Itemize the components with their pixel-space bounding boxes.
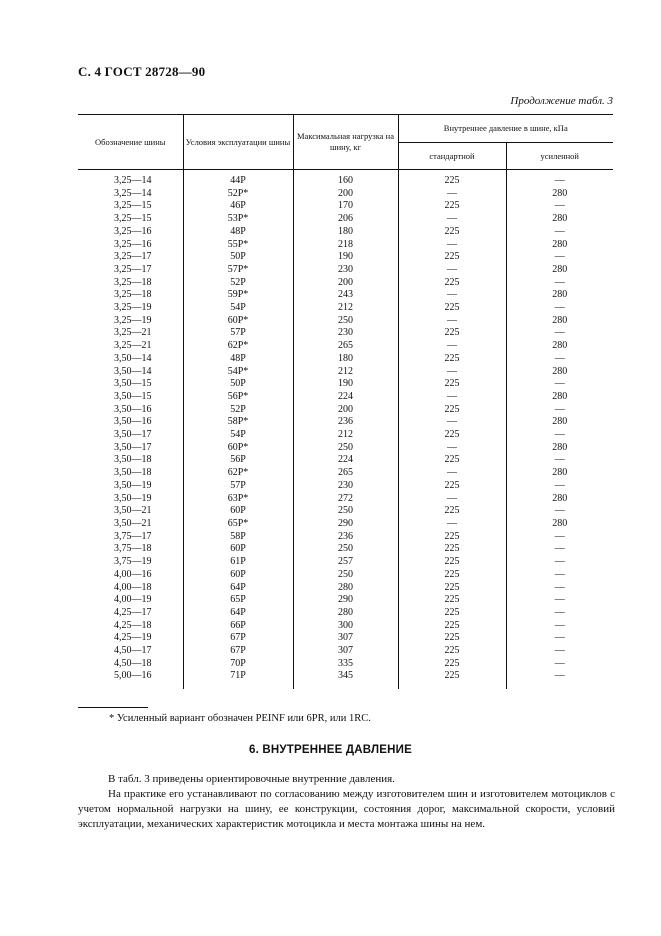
cell-load: 212 (293, 366, 398, 379)
cell-tire: 3,25—14 (114, 187, 152, 199)
cell-load: 250 (293, 543, 398, 556)
cell-load: 200 (293, 277, 398, 290)
cell-cond: 65P (183, 594, 293, 607)
cell-rein: — (506, 620, 613, 633)
table-row (78, 518, 613, 531)
cell-std: 225 (398, 454, 506, 467)
cell-std: 225 (398, 658, 506, 671)
cell-load: 307 (293, 645, 398, 658)
cell-cond: 57P* (183, 264, 293, 277)
cell-std: — (398, 340, 506, 353)
cell-cond: 64P (183, 607, 293, 620)
cell-load: 230 (293, 480, 398, 493)
cell-tire: 3,25—17 (114, 251, 152, 263)
cell-tire: 3,50—18 (114, 454, 152, 466)
cell-std: — (398, 239, 506, 252)
cell-std: 225 (398, 170, 506, 188)
cell-rein: — (506, 251, 613, 264)
cell-rein: — (506, 582, 613, 595)
table-row (78, 340, 613, 353)
cell-cond: 60P (183, 569, 293, 582)
cell-std: 225 (398, 543, 506, 556)
cell-tire: 4,00—19 (114, 594, 152, 606)
cell-cond: 58P* (183, 416, 293, 429)
cell-tire: 3,25—21 (114, 340, 152, 352)
cell-rein: — (506, 531, 613, 544)
paragraph-intro: В табл. 3 приведены ориентировочные внутренние давления. (108, 773, 395, 785)
cell-std: — (398, 289, 506, 302)
cell-std: 225 (398, 302, 506, 315)
table-row (78, 366, 613, 379)
cell-load: 265 (293, 467, 398, 480)
cell-std: 225 (398, 429, 506, 442)
cell-cond: 56P (183, 454, 293, 467)
cell-load: 265 (293, 340, 398, 353)
cell-tire: 4,50—17 (114, 645, 152, 657)
table-row (78, 264, 613, 277)
cell-rein: — (506, 594, 613, 607)
cell-tire: 4,25—19 (114, 632, 152, 644)
cell-tire: 3,50—21 (114, 505, 152, 517)
cell-load: 200 (293, 188, 398, 201)
cell-cond: 48P (183, 353, 293, 366)
cell-rein: 280 (506, 391, 613, 404)
cell-load: 290 (293, 594, 398, 607)
cell-rein: 280 (506, 493, 613, 506)
table-row (78, 188, 613, 201)
table-continuation-label: Продолжение табл. 3 (510, 95, 613, 107)
cell-rein: 280 (506, 467, 613, 480)
table-row (78, 416, 613, 429)
cell-std: — (398, 518, 506, 531)
table-row (78, 226, 613, 239)
cell-tire: 3,25—18 (114, 276, 152, 288)
table-row (78, 582, 613, 595)
cell-std: 225 (398, 251, 506, 264)
cell-std: 225 (398, 620, 506, 633)
cell-cond: 54P (183, 302, 293, 315)
cell-std: — (398, 264, 506, 277)
cell-std: — (398, 493, 506, 506)
cell-tire: 3,50—14 (114, 352, 152, 364)
col-header-conditions: Условия эксплуатации шины (183, 115, 293, 170)
cell-cond: 57P (183, 327, 293, 340)
cell-std: 225 (398, 531, 506, 544)
cell-tire: 4,25—17 (114, 606, 152, 618)
cell-cond: 59P* (183, 289, 293, 302)
footnote-divider (78, 707, 148, 708)
cell-load: 335 (293, 658, 398, 671)
cell-rein: 280 (506, 442, 613, 455)
cell-rein: 280 (506, 366, 613, 379)
cell-std: 225 (398, 353, 506, 366)
cell-tire: 3,25—16 (114, 225, 152, 237)
cell-cond: 60P* (183, 315, 293, 328)
cell-cond: 62P* (183, 467, 293, 480)
cell-std: 225 (398, 505, 506, 518)
table-row (78, 569, 613, 582)
cell-cond: 54P* (183, 366, 293, 379)
cell-load: 243 (293, 289, 398, 302)
cell-load: 190 (293, 378, 398, 391)
cell-rein: 280 (506, 188, 613, 201)
table-row (78, 277, 613, 290)
cell-load: 170 (293, 200, 398, 213)
cell-rein: — (506, 353, 613, 366)
table-row (78, 467, 613, 480)
cell-load: 230 (293, 264, 398, 277)
cell-load: 250 (293, 505, 398, 518)
table-row (78, 429, 613, 442)
cell-tire: 3,50—19 (114, 492, 152, 504)
cell-load: 250 (293, 569, 398, 582)
cell-load: 230 (293, 327, 398, 340)
cell-load: 236 (293, 531, 398, 544)
cell-std: — (398, 416, 506, 429)
cell-cond: 66P (183, 620, 293, 633)
col-header-standard: стандартной (398, 143, 506, 170)
cell-load: 212 (293, 429, 398, 442)
cell-cond: 54P (183, 429, 293, 442)
table-row (78, 302, 613, 315)
cell-std: — (398, 213, 506, 226)
footnote: * Усиленный вариант обозначен PEINF или 6PR, или 1RC. (109, 713, 371, 724)
cell-std: 225 (398, 226, 506, 239)
cell-tire: 3,75—19 (114, 556, 152, 568)
cell-rein: — (506, 645, 613, 658)
cell-std: — (398, 391, 506, 404)
cell-tire: 3,25—16 (114, 238, 152, 250)
col-header-tire: Обозначение шины (78, 115, 183, 170)
cell-tire: 3,50—17 (114, 429, 152, 441)
cell-tire: 3,50—15 (114, 390, 152, 402)
cell-tire: 3,25—14 (114, 175, 152, 186)
cell-std: 225 (398, 480, 506, 493)
cell-std: 225 (398, 404, 506, 417)
cell-load: 290 (293, 518, 398, 531)
cell-load: 280 (293, 607, 398, 620)
table-row (78, 315, 613, 328)
cell-cond: 52P (183, 404, 293, 417)
col-header-reinforced: усиленной (506, 143, 613, 170)
cell-cond: 65P* (183, 518, 293, 531)
cell-rein: — (506, 658, 613, 671)
cell-load: 280 (293, 582, 398, 595)
cell-rein: — (506, 404, 613, 417)
cell-cond: 46P (183, 200, 293, 213)
cell-tire: 3,50—15 (114, 378, 152, 390)
cell-std: 225 (398, 277, 506, 290)
cell-load: 180 (293, 353, 398, 366)
table-row (78, 480, 613, 493)
cell-load: 212 (293, 302, 398, 315)
cell-cond: 53P* (183, 213, 293, 226)
table-row (78, 327, 613, 340)
cell-load: 160 (293, 170, 398, 188)
cell-cond: 61P (183, 556, 293, 569)
cell-rein: 280 (506, 239, 613, 252)
cell-rein: — (506, 454, 613, 467)
table-row (78, 239, 613, 252)
cell-load: 345 (293, 670, 398, 689)
cell-cond: 55P* (183, 239, 293, 252)
table-row (78, 505, 613, 518)
table-row (78, 391, 613, 404)
cell-rein: 280 (506, 289, 613, 302)
cell-tire: 4,25—18 (114, 619, 152, 631)
cell-tire: 3,25—15 (114, 200, 152, 212)
table-row (78, 404, 613, 417)
page-header: С. 4 ГОСТ 28728—90 (78, 64, 206, 79)
cell-rein: 280 (506, 264, 613, 277)
table-row (78, 594, 613, 607)
cell-cond: 64P (183, 582, 293, 595)
cell-load: 236 (293, 416, 398, 429)
cell-load: 250 (293, 315, 398, 328)
cell-tire: 3,25—15 (114, 213, 152, 225)
tire-pressure-table (78, 114, 613, 689)
cell-cond: 56P* (183, 391, 293, 404)
cell-load: 190 (293, 251, 398, 264)
cell-load: 200 (293, 404, 398, 417)
cell-load: 250 (293, 442, 398, 455)
table-row (78, 645, 613, 658)
cell-load: 224 (293, 391, 398, 404)
cell-std: — (398, 315, 506, 328)
cell-cond: 67P (183, 632, 293, 645)
col-header-pressure: Внутреннее давление в шине, кПа (398, 115, 613, 143)
cell-std: — (398, 442, 506, 455)
cell-tire: 3,50—16 (114, 403, 152, 415)
table-row (78, 543, 613, 556)
cell-cond: 71P (183, 670, 293, 689)
cell-std: — (398, 188, 506, 201)
table-row (78, 378, 613, 391)
cell-std: 225 (398, 556, 506, 569)
cell-tire: 3,25—19 (114, 302, 152, 314)
table-row (78, 531, 613, 544)
cell-tire: 3,50—17 (114, 441, 152, 453)
cell-std: — (398, 467, 506, 480)
table-row (78, 454, 613, 467)
cell-tire: 4,00—18 (114, 581, 152, 593)
cell-rein: — (506, 200, 613, 213)
cell-rein: — (506, 327, 613, 340)
cell-rein: — (506, 543, 613, 556)
cell-tire: 3,25—19 (114, 314, 152, 326)
col-header-load: Максимальная нагрузка на шину, кг (293, 115, 398, 170)
cell-rein: — (506, 277, 613, 290)
cell-rein: 280 (506, 213, 613, 226)
cell-cond: 48P (183, 226, 293, 239)
cell-cond: 58P (183, 531, 293, 544)
cell-tire: 3,25—18 (114, 289, 152, 301)
table-row (78, 632, 613, 645)
cell-rein: — (506, 505, 613, 518)
table-row (78, 493, 613, 506)
cell-rein: 280 (506, 315, 613, 328)
table-row (78, 620, 613, 633)
cell-cond: 60P (183, 543, 293, 556)
cell-cond: 52P* (183, 188, 293, 201)
cell-tire: 3,25—17 (114, 263, 152, 275)
cell-rein: — (506, 302, 613, 315)
table-row (78, 200, 613, 213)
cell-std: 225 (398, 632, 506, 645)
cell-std: 225 (398, 327, 506, 340)
cell-tire: 4,00—16 (114, 568, 152, 580)
cell-tire: 3,50—14 (114, 365, 152, 377)
cell-tire: 3,75—18 (114, 543, 152, 555)
cell-cond: 70P (183, 658, 293, 671)
cell-rein: — (506, 607, 613, 620)
table-body (78, 170, 613, 690)
cell-load: 224 (293, 454, 398, 467)
cell-cond: 44P (183, 170, 293, 188)
table-row (78, 213, 613, 226)
cell-std: 225 (398, 594, 506, 607)
cell-load: 180 (293, 226, 398, 239)
cell-rein: 280 (506, 416, 613, 429)
cell-rein: — (506, 670, 613, 689)
cell-std: 225 (398, 607, 506, 620)
cell-cond: 67P (183, 645, 293, 658)
cell-std: 225 (398, 378, 506, 391)
cell-cond: 57P (183, 480, 293, 493)
cell-rein: — (506, 480, 613, 493)
cell-cond: 63P* (183, 493, 293, 506)
cell-tire: 3,50—21 (114, 517, 152, 529)
table-row (78, 170, 613, 188)
cell-tire: 4,50—18 (114, 657, 152, 669)
cell-load: 257 (293, 556, 398, 569)
cell-rein: — (506, 569, 613, 582)
cell-tire: 3,75—17 (114, 530, 152, 542)
cell-load: 300 (293, 620, 398, 633)
cell-rein: — (506, 378, 613, 391)
cell-rein: 280 (506, 518, 613, 531)
cell-cond: 60P* (183, 442, 293, 455)
table-row (78, 442, 613, 455)
cell-load: 307 (293, 632, 398, 645)
cell-std: 225 (398, 200, 506, 213)
cell-rein: — (506, 556, 613, 569)
table-row (78, 658, 613, 671)
table-row (78, 353, 613, 366)
cell-std: 225 (398, 645, 506, 658)
cell-rein: — (506, 170, 613, 188)
cell-tire: 3,50—16 (114, 416, 152, 428)
table-row (78, 607, 613, 620)
cell-cond: 50P (183, 378, 293, 391)
cell-rein: — (506, 226, 613, 239)
cell-cond: 62P* (183, 340, 293, 353)
section-title: 6. ВНУТРЕННЕЕ ДАВЛЕНИЕ (249, 744, 412, 756)
paragraph-practice: На практике его устанавливают по согласованию между изготовителем шин и изготовителем мотоциклов с учетом нормальной нагрузки на шину, ее конструкции, состояния дорог, максимальной скорости, условий эксплуатации, механических характеристик мотоцикла и места монтажа шины на нем. (78, 788, 615, 830)
cell-load: 206 (293, 213, 398, 226)
cell-std: 225 (398, 670, 506, 689)
cell-rein: — (506, 429, 613, 442)
cell-std: 225 (398, 569, 506, 582)
table-row (78, 556, 613, 569)
cell-rein: 280 (506, 340, 613, 353)
cell-load: 218 (293, 239, 398, 252)
cell-std: — (398, 366, 506, 379)
cell-cond: 50P (183, 251, 293, 264)
table-row (78, 251, 613, 264)
cell-std: 225 (398, 582, 506, 595)
table-row (78, 670, 613, 689)
cell-tire: 3,50—19 (114, 479, 152, 491)
cell-load: 272 (293, 493, 398, 506)
cell-rein: — (506, 632, 613, 645)
cell-tire: 5,00—16 (114, 670, 152, 682)
table-row (78, 289, 613, 302)
cell-tire: 3,25—21 (114, 327, 152, 339)
cell-cond: 60P (183, 505, 293, 518)
cell-tire: 3,50—18 (114, 467, 152, 479)
cell-cond: 52P (183, 277, 293, 290)
